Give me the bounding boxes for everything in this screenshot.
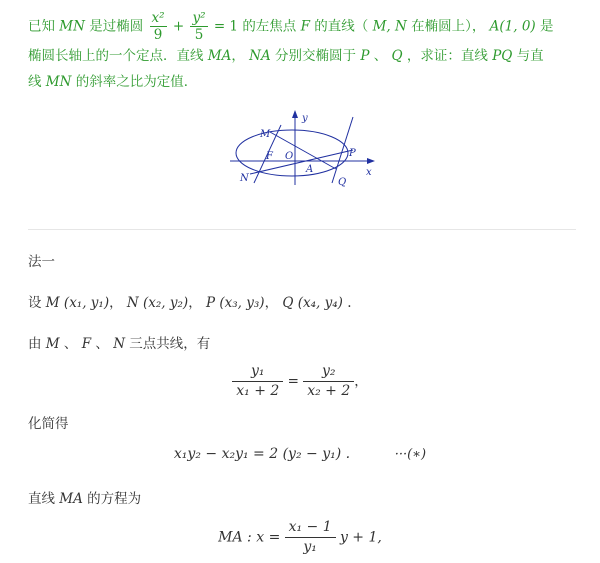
label-f: F [266, 151, 273, 162]
math-var: MN [45, 74, 72, 90]
label-y: y [302, 113, 308, 124]
math-var: MN [59, 18, 85, 35]
label-q: Q [338, 177, 347, 187]
math-var: NA [249, 48, 271, 64]
set-points-line: 设 M (x₁, y₁)， N (x₂, y₂)， P (x₃, y₃)， Q (x₄, y₄) . [28, 295, 352, 311]
math-var: P [360, 48, 370, 64]
method-heading: 法一 [28, 254, 55, 270]
text: 是过椭圆 [89, 18, 144, 35]
line-ma-label: 直线 MA 的方程为 [28, 491, 142, 507]
equation-slopes: $\frac{\text{y₁}}{\text{x₁ + 2}}$ = $\frac{\text{y₂}}{\text{x₂ + 2}}$ ， [0, 362, 600, 401]
problem-statement: 已知 MN 是过椭圆 $\frac{\text{x²}}{9}$ + $\frac{\text{y²}}{5}$ = 1 的左焦点 F 的直线（ M, N 在椭圆上）， A(1, 0) 是 椭圆长轴上的一个定点．直线 MA， NA 分别交椭圆于 P 、 Q ，求证：直线 PQ 与直 线 MN 的斜率之比为定值． [28, 10, 554, 90]
math-var: MA [207, 48, 232, 64]
label-x: x [366, 167, 372, 178]
label-p: P [349, 148, 356, 159]
y-axis-arrow [292, 110, 298, 118]
text: 已知 [28, 18, 55, 35]
equals-one: = 1 [213, 18, 239, 35]
text: 与直 [516, 48, 544, 64]
line-mq [270, 132, 336, 169]
text: 分别交椭圆于 [275, 48, 357, 64]
coords-q: (x₄, y₄) [297, 295, 343, 311]
label-o: O [285, 151, 294, 162]
colinear-line: 由 M 、 F 、 N 三点共线，有 [28, 336, 211, 352]
equation-ma: MA : x = $\frac{\text{x₁ − 1}}{\text{y₁}}$ y + 1, [218, 519, 382, 555]
text: 在椭圆上）， [411, 18, 486, 35]
label-n: N [240, 173, 249, 184]
math-var: M, N [372, 18, 407, 35]
math-var: F [300, 18, 310, 35]
fraction-x2-over-9: $\frac{\text{x²}}{9}$ [151, 10, 165, 43]
text: ，求证：直线 [406, 48, 488, 64]
text: 的直线（ [314, 18, 369, 35]
ellipse-figure [228, 107, 378, 187]
plus-sign: + [172, 18, 185, 35]
text: 椭圆长轴上的一个定点．直线 [28, 48, 204, 64]
coords-p: (x₃, y₃) [219, 295, 265, 311]
coords-m: (x₁, y₁) [63, 295, 110, 311]
label-a: A [306, 164, 314, 175]
fraction-left: $\frac{\text{y₁}}{\text{x₁ + 2}}$ [232, 362, 283, 401]
text: 是 [539, 18, 554, 35]
section-divider [28, 229, 576, 230]
math-var: PQ [492, 48, 513, 64]
equation-star: x₁y₂ − x₂y₁ = 2 (y₂ − y₁) . ···(∗) [173, 446, 427, 462]
fraction-ma: $\frac{\text{x₁ − 1}}{\text{y₁}}$ [285, 518, 336, 557]
x-axis-arrow [367, 158, 375, 164]
fraction-y2-over-5: $\frac{\text{y²}}{5}$ [192, 10, 206, 43]
text: 线 [28, 74, 42, 90]
simplify-label: 化简得 [28, 416, 69, 432]
text: 的斜率之比为定值． [75, 74, 198, 90]
equation-tag: ···(∗) [394, 447, 427, 462]
math-var: Q [391, 48, 403, 64]
label-m: M [260, 129, 271, 140]
coords-n: (x₂, y₂) [143, 295, 189, 311]
math-point-a: A(1, 0) [489, 18, 536, 35]
text: 的左焦点 [242, 18, 297, 35]
fraction-right: $\frac{\text{y₂}}{\text{x₂ + 2}}$ [303, 362, 354, 401]
